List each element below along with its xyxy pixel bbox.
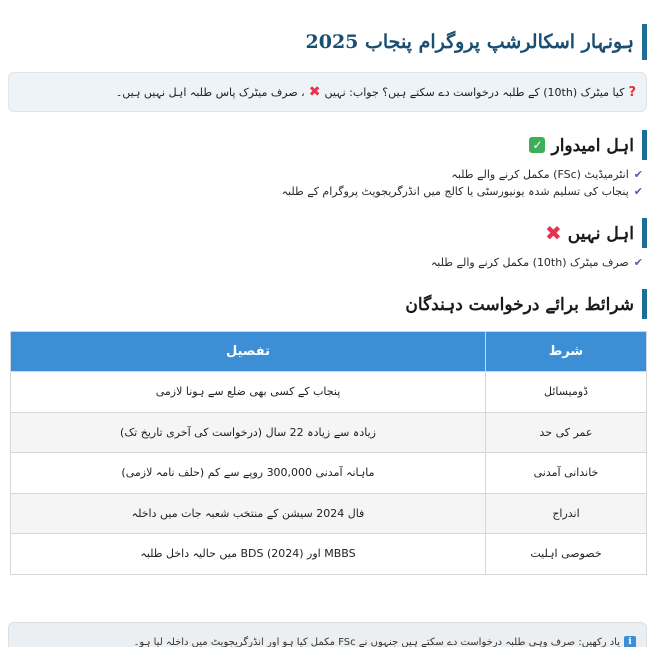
column-header-detail: تفصیل bbox=[11, 332, 486, 372]
list-item bbox=[8, 166, 643, 183]
table-row bbox=[11, 534, 647, 575]
cross-icon: ✖ bbox=[308, 84, 321, 100]
cross-icon: ✖ bbox=[544, 221, 562, 245]
cell-condition: ڈومیسائل bbox=[486, 372, 647, 413]
tick-icon: ✔ bbox=[633, 185, 643, 198]
eligible-heading-text: اہل امیدوار bbox=[551, 135, 634, 156]
title-bar bbox=[8, 24, 647, 60]
table-row bbox=[11, 493, 647, 534]
page-title: ہونہار اسکالرشپ پروگرام پنجاب 2025 bbox=[305, 31, 634, 53]
cell-detail: زیادہ سے زیادہ 22 سال (درخواست کی آخری تاریخ تک) bbox=[11, 412, 486, 453]
cell-condition: عمر کی حد bbox=[486, 412, 647, 453]
eligible-heading bbox=[8, 130, 647, 160]
eligible-list bbox=[8, 166, 647, 200]
column-header-condition: شرط bbox=[486, 332, 647, 372]
faq-question: کیا میٹرک (10th) کے طلبہ درخواست دے سکتے ہیں؟ جواب: نہیں bbox=[324, 85, 625, 99]
ineligible-list bbox=[8, 254, 647, 271]
criteria-heading bbox=[8, 289, 647, 319]
list-item-text: پنجاب کی تسلیم شدہ یونیورسٹی یا کالج میں انڈرگریجویٹ پروگرام کے طلبہ bbox=[281, 185, 629, 198]
ineligible-heading bbox=[8, 218, 647, 248]
list-item bbox=[8, 254, 643, 271]
ineligible-heading-text: اہل نہیں bbox=[567, 223, 634, 244]
faq-answer: ، صرف میٹرک پاس طلبہ اہل نہیں ہیں۔ bbox=[115, 85, 305, 99]
table-header-row bbox=[11, 332, 647, 372]
list-item-text: انٹرمیڈیٹ (FSc) مکمل کرنے والے طلبہ bbox=[451, 168, 629, 181]
criteria-heading-text: شرائط برائے درخواست دہندگان bbox=[405, 294, 634, 315]
criteria-table bbox=[10, 331, 647, 575]
cell-condition: اندراج bbox=[486, 493, 647, 534]
cell-detail: فال 2024 سیشن کے منتخب شعبہ جات میں داخلہ bbox=[11, 493, 486, 534]
tick-icon: ✔ bbox=[633, 256, 643, 269]
list-item-text: صرف میٹرک (10th) مکمل کرنے والے طلبہ bbox=[430, 256, 629, 269]
page bbox=[0, 24, 657, 647]
note-text: یاد رکھیں: صرف وہی طلبہ درخواست دے سکتے ہیں جنہوں نے FSc مکمل کیا ہو اور انڈرگریجویٹ میں داخلہ لیا ہو۔ bbox=[133, 636, 620, 647]
cell-condition: خاندانی آمدنی bbox=[486, 453, 647, 494]
list-item bbox=[8, 183, 643, 200]
tick-icon: ✔ bbox=[633, 168, 643, 181]
cell-detail: MBBS اور BDS (2024) میں حالیہ داخل طلبہ bbox=[11, 534, 486, 575]
table-row bbox=[11, 412, 647, 453]
faq-box bbox=[8, 72, 647, 112]
note-box bbox=[8, 622, 647, 647]
check-mark-icon: ✓ bbox=[529, 137, 545, 153]
info-icon: i bbox=[624, 636, 636, 647]
cell-condition: خصوصی اہلیت bbox=[486, 534, 647, 575]
table-row bbox=[11, 372, 647, 413]
cell-detail: ماہانہ آمدنی 300,000 روپے سے کم (حلف نامہ لازمی) bbox=[11, 453, 486, 494]
cell-detail: پنجاب کے کسی بھی ضلع سے ہونا لازمی bbox=[11, 372, 486, 413]
table-row bbox=[11, 453, 647, 494]
question-icon: ? bbox=[628, 84, 636, 100]
